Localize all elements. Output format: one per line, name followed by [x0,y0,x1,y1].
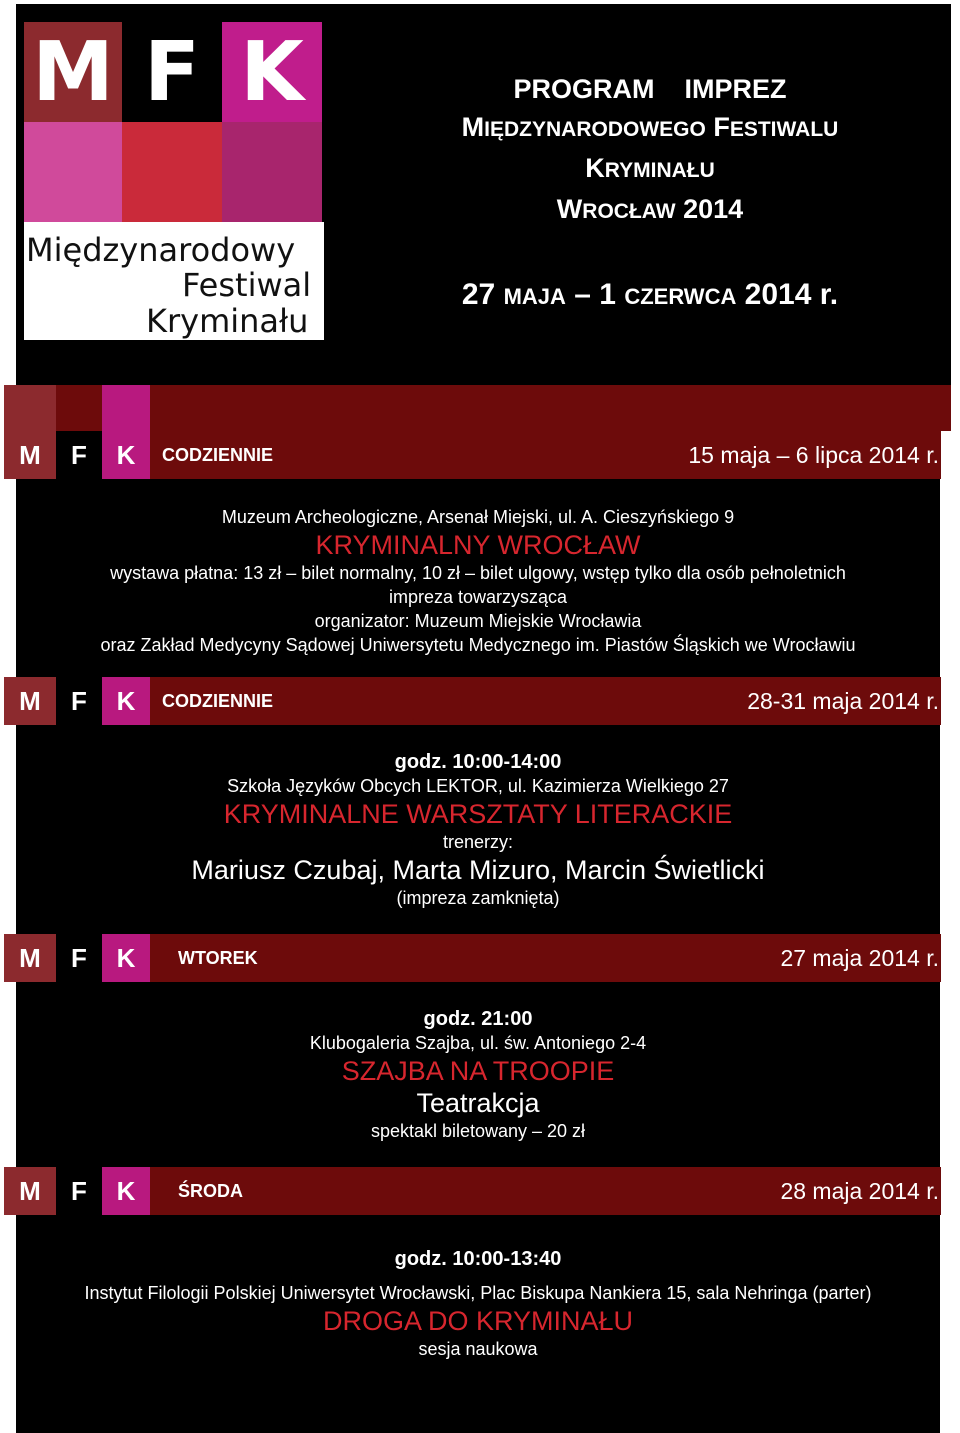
section-2-place: Szkoła Języków Obcych LEKTOR, ul. Kazimierza Wielkiego 27 [227,776,729,796]
logo-square-f [122,22,222,122]
section-1-kind: impreza towarzysząca [388,587,568,607]
section-2-day: CODZIENNIE [162,691,274,711]
logo-letter-k: K [240,25,304,120]
section-4-content [16,1247,940,1361]
logo-text-area [24,222,324,340]
bar-letter-k: K [102,1167,150,1215]
section-1-info: wystawa płatna: 13 zł – bilet normalny, 10 zł – bilet ulgowy, wstęp tylko dla osób pełnoletnich [110,563,846,583]
logo-letter-f: F [143,25,200,120]
bar-letter-m: M [4,1167,56,1215]
logo-letter-m: M [32,25,114,120]
title-line-4: WROCŁAW 2014 [556,194,744,224]
section-1-date: 15 maja – 6 lipca 2014 r. [688,442,939,468]
section-3-place: Klubogaleria Szajba, ul. św. Antoniego 2-4 [309,1033,647,1053]
section-1-event: KRYMINALNY WROCŁAW [315,530,641,560]
section-4-bar [4,1167,941,1215]
section-2-note: (impreza zamknięta) [396,888,560,908]
section-3-date: 27 maja 2014 r. [780,945,939,971]
section-1-day: CODZIENNIE [162,445,274,465]
logo-text-2: Festiwal [182,266,312,304]
section-3-time: godz. 21:00 [423,1008,533,1030]
logo-text-1: Międzynarodowy [26,231,296,269]
bar-letter-k: K [102,934,150,982]
section-2-time: godz. 10:00-14:00 [394,751,562,773]
title-line-2: MIĘDZYNARODOWEGO FESTIWALU [461,112,839,142]
bar-letter-m: M [4,677,56,725]
section-4-event: DROGA DO KRYMINAŁU [322,1306,634,1336]
section-3-bar [4,934,941,982]
bar-letter-f: F [56,1167,102,1215]
bar-letter-m: M [4,385,56,479]
section-2-content [16,750,940,910]
section-1-org-2: oraz Zakład Medycyny Sądowej Uniwersytetu Medycznego im. Piastów Śląskich we Wrocławiu [100,635,856,655]
festival-dates: 27 MAJA – 1 CZERWCA 2014 r. [461,278,839,311]
bar-letter-k: K [102,385,150,479]
logo-square-magenta [222,122,322,222]
section-2-date: 28-31 maja 2014 r. [747,688,939,714]
section-3-event: SZAJBA NA TROOPIE [341,1056,615,1086]
section-2-event: KRYMINALNE WARSZTATY LITERACKIE [223,799,733,829]
section-3-day: WTOREK [178,948,258,968]
section-1-content [16,505,940,657]
section-4-time: godz. 10:00-13:40 [394,1248,562,1270]
section-2-trainers: Mariusz Czubaj, Marta Mizuro, Marcin Świetlicki [191,855,765,885]
logo-square-pink [24,122,122,222]
logo-square-red [122,122,222,222]
bar-letter-m: M [4,934,56,982]
section-4-note: sesja naukowa [418,1339,538,1359]
header-panel-edge [950,4,954,385]
bar-letter-f: F [56,431,102,479]
logo-text-3: Kryminału [146,302,309,340]
section-3-content [16,1007,940,1143]
section-3-subtitle: Teatrakcja [416,1088,540,1118]
section-1-bar [4,431,941,479]
title-line-3: KRYMINAŁU [585,153,715,183]
title-line-1: PROGRAM IMPREZ [513,74,787,104]
section-1-org-1: organizator: Muzeum Miejskie Wrocławia [314,611,642,631]
bar-letter-k: K [102,677,150,725]
section-2-trainers-label: trenerzy: [442,832,514,852]
section-4-day: ŚRODA [178,1181,244,1201]
section-4-date: 28 maja 2014 r. [780,1178,939,1204]
logo-square-m [24,22,122,122]
festival-logo [24,22,324,340]
section-3-note: spektakl biletowany – 20 zł [370,1121,586,1141]
section-2-bar [4,677,941,725]
bar-letter-f: F [56,677,102,725]
section-4-place: Instytut Filologii Polskiej Uniwersytet Wrocławski, Plac Biskupa Nankiera 15, sala Nehringa (parter) [84,1283,872,1303]
bar-letter-f: F [56,934,102,982]
section-1-place: Muzeum Archeologiczne, Arsenał Miejski, ul. A. Cieszyńskiego 9 [221,507,735,527]
logo-square-k [222,22,322,122]
program-title [360,70,940,316]
